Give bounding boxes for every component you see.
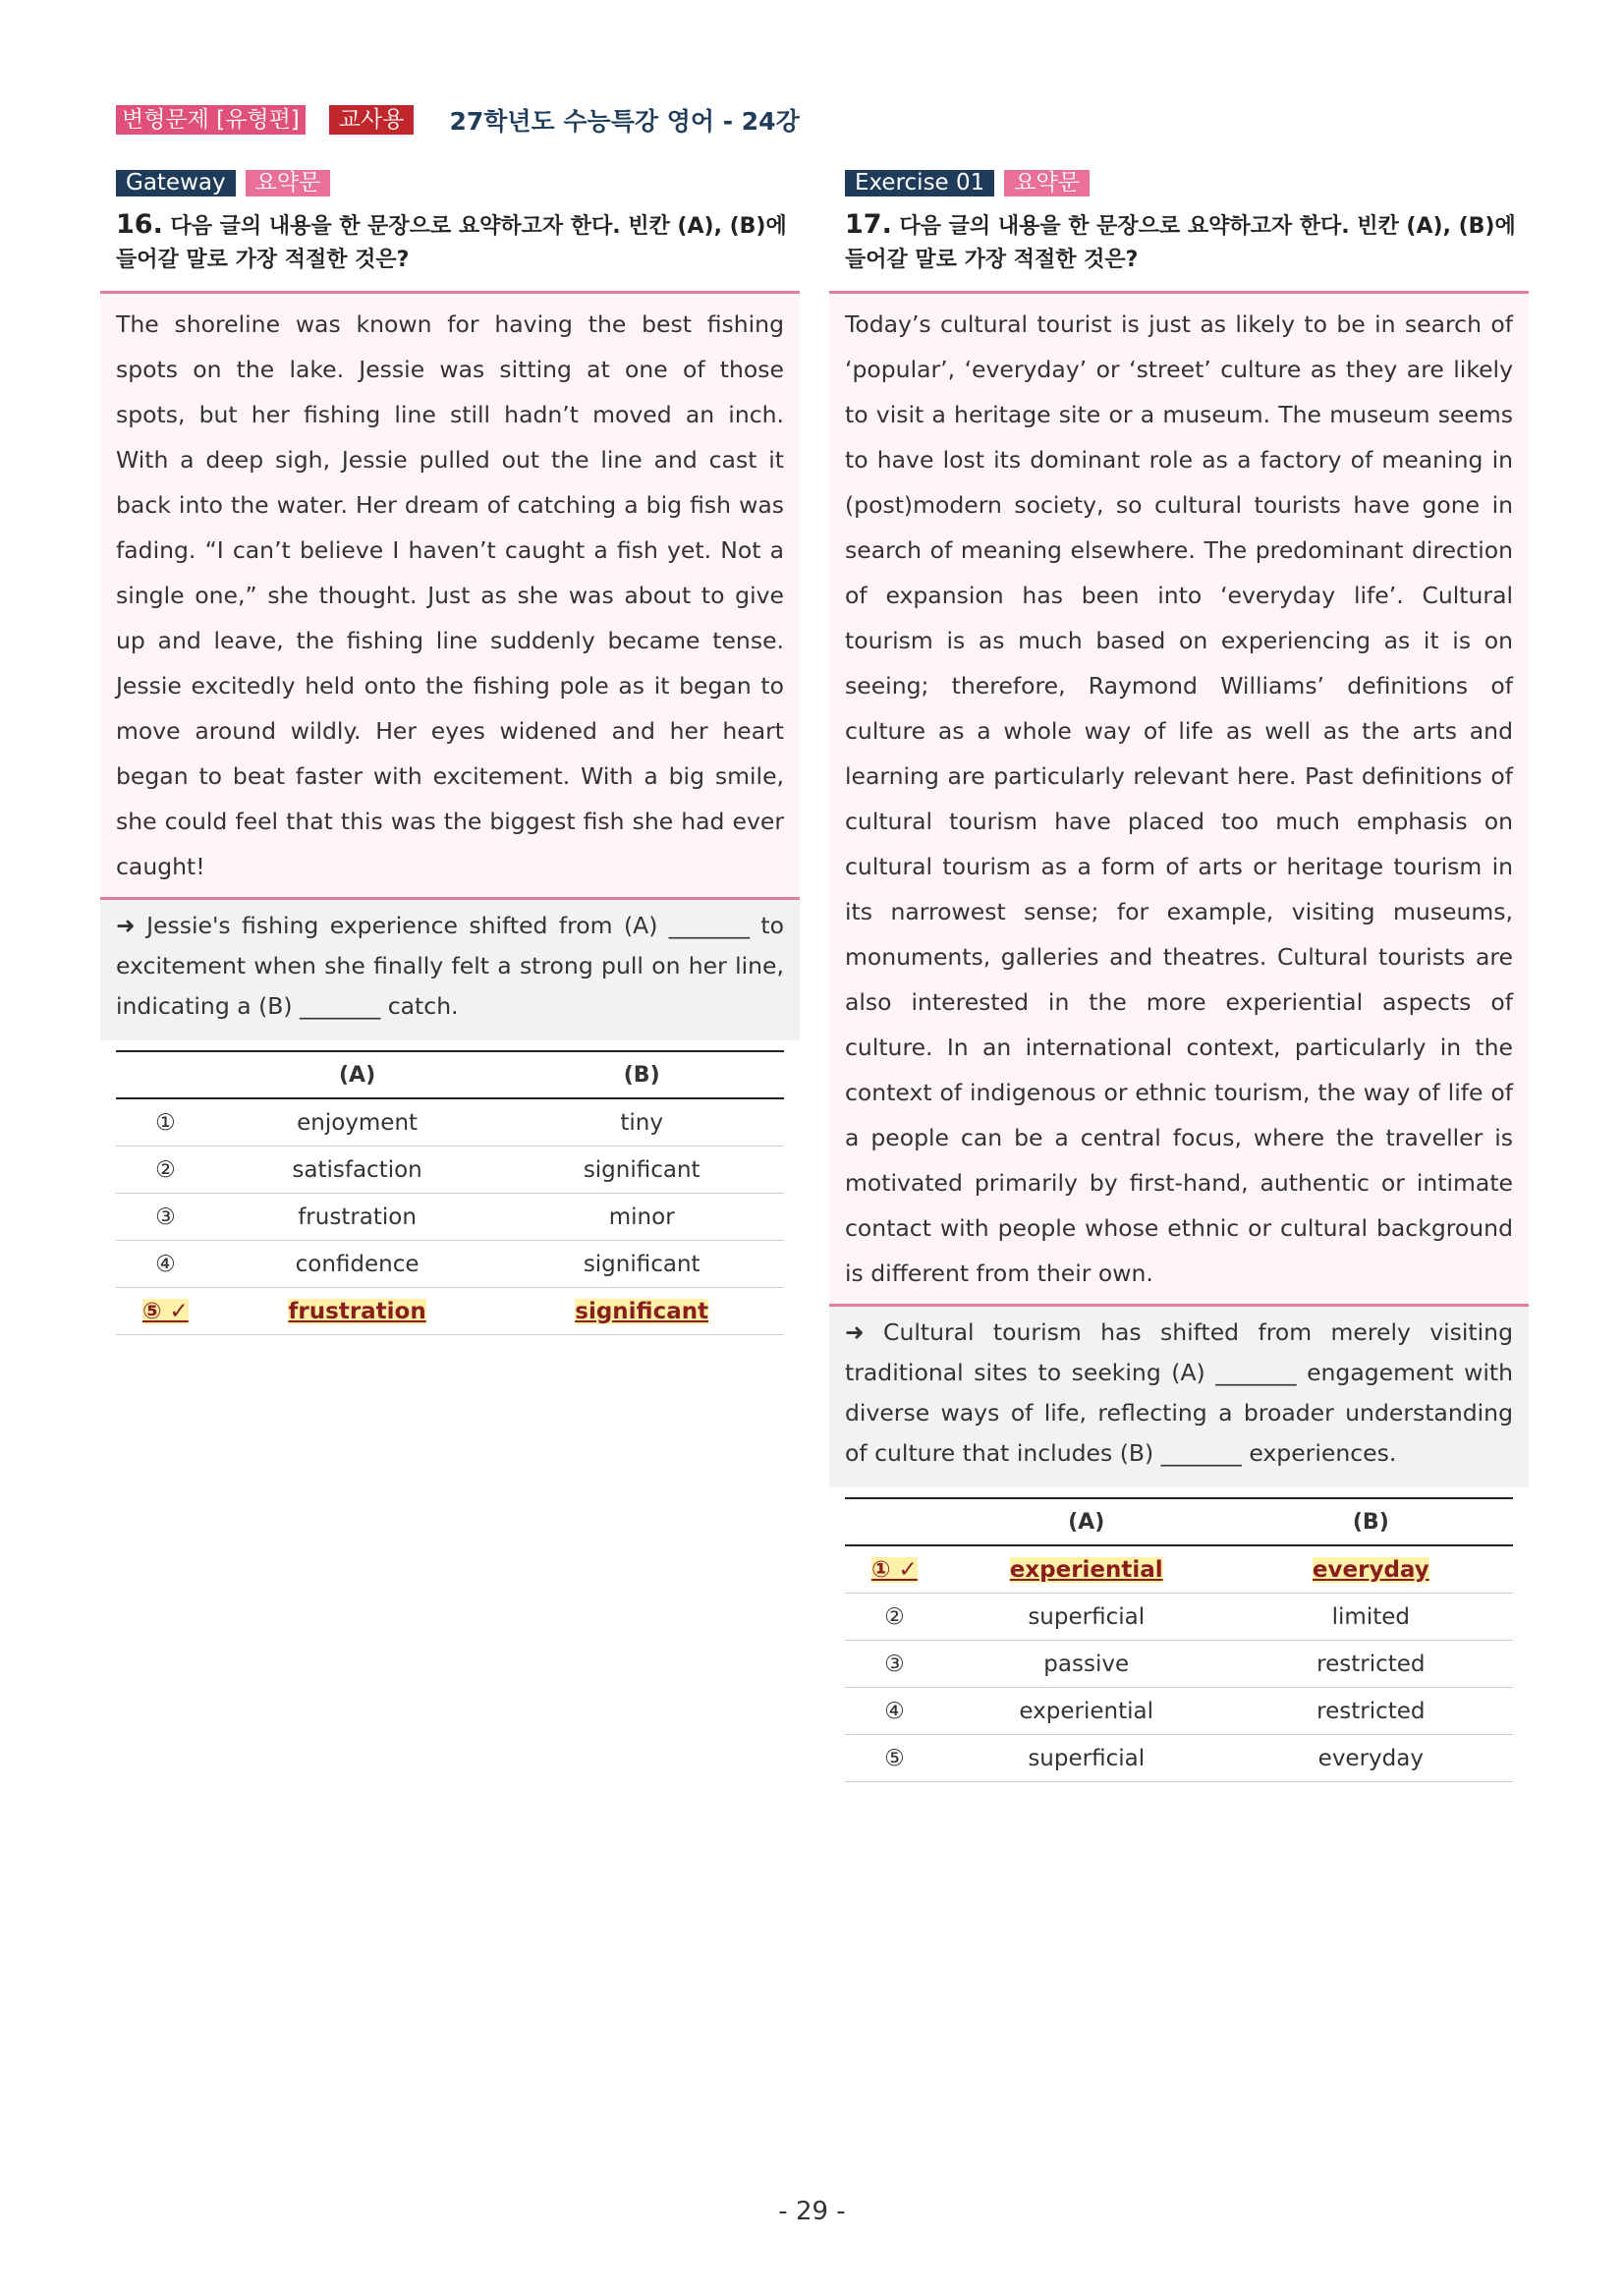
option-a: superficial <box>944 1735 1229 1782</box>
option-number: ② <box>116 1147 215 1194</box>
question-number: 17. <box>845 209 892 240</box>
option-number: ④ <box>116 1241 215 1288</box>
option-b: restricted <box>1229 1641 1513 1688</box>
option-b: restricted <box>1229 1688 1513 1735</box>
option-row-correct[interactable] <box>845 1545 1513 1594</box>
header-num <box>845 1498 944 1545</box>
question-prompt <box>845 208 1529 277</box>
summary-box <box>100 897 800 1040</box>
option-row[interactable] <box>845 1641 1513 1688</box>
teacher-tag: 교사용 <box>329 105 415 135</box>
option-row[interactable] <box>116 1098 784 1147</box>
question-16-column <box>100 169 800 1335</box>
table-header-row <box>116 1051 784 1098</box>
correct-mark: ① ✓ <box>870 1556 918 1583</box>
option-a: experiential <box>944 1688 1229 1735</box>
option-b <box>499 1288 784 1335</box>
header-num <box>116 1051 215 1098</box>
question-prompt <box>116 208 800 277</box>
question-badges <box>845 169 1529 196</box>
question-number: 16. <box>116 209 163 240</box>
question-17-column <box>829 169 1529 1782</box>
option-b: significant <box>499 1147 784 1194</box>
option-number: ⑤ <box>845 1735 944 1782</box>
table-header-row <box>845 1498 1513 1545</box>
type-tag: 변형문제 [유형편] <box>116 105 306 135</box>
option-row[interactable] <box>116 1194 784 1241</box>
option-b <box>1229 1545 1513 1594</box>
option-b: significant <box>499 1241 784 1288</box>
section-badge: Exercise 01 <box>845 170 994 196</box>
option-a: confidence <box>215 1241 500 1288</box>
passage-box <box>829 291 1529 1304</box>
option-b: everyday <box>1229 1735 1513 1782</box>
option-a: superficial <box>944 1594 1229 1641</box>
page-title: 27학년도 수능특강 영어 - 24강 <box>449 107 800 136</box>
answer-highlight: significant <box>575 1298 709 1324</box>
question-text: 다음 글의 내용을 한 문장으로 요약하고자 한다. 빈칸 (A), (B)에 들어갈 말로 가장 적절한 것은? <box>116 214 787 272</box>
header-b: (B) <box>499 1051 784 1098</box>
question-badges <box>116 169 800 196</box>
page-number: - 29 - <box>778 2197 846 2226</box>
page-header <box>116 104 800 136</box>
header-b: (B) <box>1229 1498 1513 1545</box>
option-number: ① <box>116 1098 215 1147</box>
header-a: (A) <box>215 1051 500 1098</box>
option-a: passive <box>944 1641 1229 1688</box>
option-row[interactable] <box>116 1241 784 1288</box>
option-number <box>845 1545 944 1594</box>
option-number: ② <box>845 1594 944 1641</box>
summary-text: ➜ Cultural tourism has shifted from merely visiting traditional sites to seeking (A) _______ engagement with diverse ways of life, reflecting a broader understanding of culture that includes (B) _______ experiences. <box>845 1318 1513 1467</box>
question-text: 다음 글의 내용을 한 문장으로 요약하고자 한다. 빈칸 (A), (B)에 들어갈 말로 가장 적절한 것은? <box>845 214 1516 272</box>
answer-highlight: experiential <box>1009 1556 1163 1583</box>
option-row-correct[interactable] <box>116 1288 784 1335</box>
option-a: frustration <box>215 1194 500 1241</box>
option-row[interactable] <box>116 1147 784 1194</box>
summary-text: ➜ Jessie's fishing experience shifted from (A) _______ to excitement when she finally felt a strong pull on her line, indicating a (B) _______ catch. <box>116 912 784 1020</box>
option-a <box>944 1545 1229 1594</box>
answer-highlight: frustration <box>288 1298 426 1324</box>
option-b: limited <box>1229 1594 1513 1641</box>
option-number <box>116 1288 215 1335</box>
passage-box <box>100 291 800 897</box>
type-badge: 요약문 <box>246 170 331 196</box>
section-badge: Gateway <box>116 170 236 196</box>
option-a: satisfaction <box>215 1147 500 1194</box>
option-number: ④ <box>845 1688 944 1735</box>
passage-text: The shoreline was known for having the best fishing spots on the lake. Jessie was sitting at one of those spots, but her fishing line still hadn’t moved an inch. With a deep sigh, Jessie pulled out the line and cast it back into the water. Her dream of catching a big fish was fading. “I can’t believe I haven’t caught a fish yet. Not a single one,” she thought. Just as she was about to give up and leave, the fishing line suddenly became tense. Jessie excitedly held onto the fishing pole as it began to move around wildly. Her eyes widened and her heart began to beat faster with excitement. With a big smile, she could feel that this was the biggest fish she had ever caught! <box>116 310 784 880</box>
option-b: minor <box>499 1194 784 1241</box>
option-a: enjoyment <box>215 1098 500 1147</box>
option-number: ③ <box>845 1641 944 1688</box>
option-row[interactable] <box>845 1594 1513 1641</box>
option-row[interactable] <box>845 1735 1513 1782</box>
option-b: tiny <box>499 1098 784 1147</box>
header-a: (A) <box>944 1498 1229 1545</box>
option-row[interactable] <box>845 1688 1513 1735</box>
passage-text: Today’s cultural tourist is just as likely to be in search of ‘popular’, ‘everyday’ or ‘street’ culture as they are likely to visit a heritage site or a museum. The museum seems to have lost its dominant role as a factory of meaning in (post)modern society, so cultural tourists have gone in search of meaning elsewhere. The predominant direction of expansion has been into ‘everyday life’. Cultural tourism is as much based on experiencing as it is on seeing; therefore, Raymond Williams’ definitions of culture as a whole way of life as well as the arts and learning are particularly relevant here. Past definitions of cultural tourism have placed too much emphasis on cultural tourism as a form of arts or heritage tourism in its narrowest sense; for example, visiting museums, monuments, galleries and theatres. Cultural tourists are also interested in the more experiential aspects of culture. In an international context, particularly in the context of indigenous or ethnic tourism, the way of life of a people can be a central focus, where the traveller is motivated primarily by first-hand, authentic or intimate contact with people whose ethnic or cultural background is different from their own. <box>845 310 1513 1287</box>
type-badge: 요약문 <box>1004 170 1090 196</box>
answer-options-table <box>116 1050 784 1335</box>
correct-mark: ⑤ ✓ <box>141 1298 189 1324</box>
answer-highlight: everyday <box>1312 1556 1429 1583</box>
option-a <box>215 1288 500 1335</box>
summary-box <box>829 1304 1529 1487</box>
option-number: ③ <box>116 1194 215 1241</box>
answer-options-table <box>845 1497 1513 1782</box>
